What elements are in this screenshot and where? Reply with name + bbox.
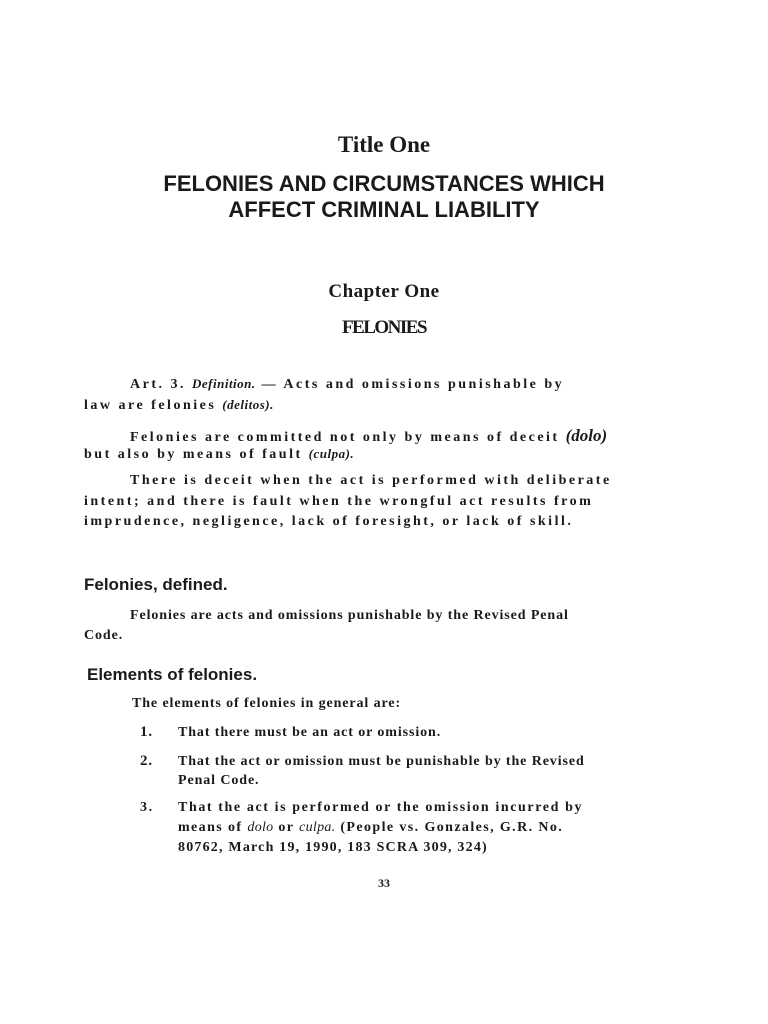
list-item-continuation: Penal Code.	[178, 773, 260, 788]
list-item	[140, 753, 585, 770]
article-line-6: intent; and there is fault when the wrongful act results from	[84, 494, 594, 509]
title-line-1: FELONIES AND CIRCUMSTANCES WHICH	[163, 171, 605, 196]
article-line-1	[130, 376, 564, 393]
list-item	[140, 724, 441, 741]
list-text: or	[278, 820, 295, 835]
list-text: That the act is performed or the omission incurred by	[178, 800, 584, 815]
article-line-3	[130, 426, 607, 446]
page-number: 33	[378, 876, 390, 890]
chapter-label: Chapter One	[328, 281, 440, 302]
article-text: Felonies are committed not only by means of deceit	[130, 430, 560, 445]
list-item-continuation: 80762, March 19, 1990, 183 SCRA 309, 324)	[178, 840, 488, 855]
list-number: 3.	[140, 800, 154, 815]
title-one: Title One	[337, 132, 431, 157]
delitos-term: (delitos).	[222, 397, 274, 412]
dolo-term: dolo	[247, 820, 274, 835]
article-label: Art. 3.	[130, 377, 186, 392]
article-line-4	[84, 446, 354, 463]
list-number: 2.	[140, 753, 154, 769]
list-text: means of	[178, 820, 243, 835]
dolo-term: (dolo)	[565, 426, 608, 445]
citation-text: (People vs. Gonzales, G.R. No.	[340, 820, 564, 835]
title-heading	[0, 171, 768, 223]
title-line-2: AFFECT CRIMINAL LIABILITY	[228, 197, 540, 222]
article-line-7: imprudence, negligence, lack of foresight, or lack of skill.	[84, 514, 574, 529]
article-line-5: There is deceit when the act is performed with deliberate	[130, 473, 612, 488]
list-number: 1.	[140, 724, 154, 740]
article-text: but also by means of fault	[84, 447, 303, 462]
list-text: That there must be an act or omission.	[178, 725, 442, 740]
list-text: That the act or omission must be punishable by the Revised	[178, 754, 585, 769]
culpa-term: culpa.	[299, 820, 336, 835]
article-text: law are felonies	[84, 398, 217, 413]
elements-intro: The elements of felonies in general are:	[132, 696, 402, 711]
list-item-continuation	[178, 820, 563, 836]
definition-label: Definition.	[192, 376, 256, 391]
defined-line-2: Code.	[84, 628, 124, 643]
section-heading-elements: Elements of felonies.	[87, 665, 258, 684]
section-heading-felonies-defined: Felonies, defined.	[84, 575, 228, 594]
article-text: Acts and omissions punishable by	[283, 377, 565, 392]
culpa-term: (culpa).	[308, 446, 355, 461]
list-item	[140, 800, 583, 816]
defined-line-1: Felonies are acts and omissions punishable by the Revised Penal	[130, 608, 569, 623]
em-dash: —	[261, 377, 279, 392]
article-line-2	[84, 397, 274, 414]
chapter-title: FELONIES	[341, 317, 427, 338]
